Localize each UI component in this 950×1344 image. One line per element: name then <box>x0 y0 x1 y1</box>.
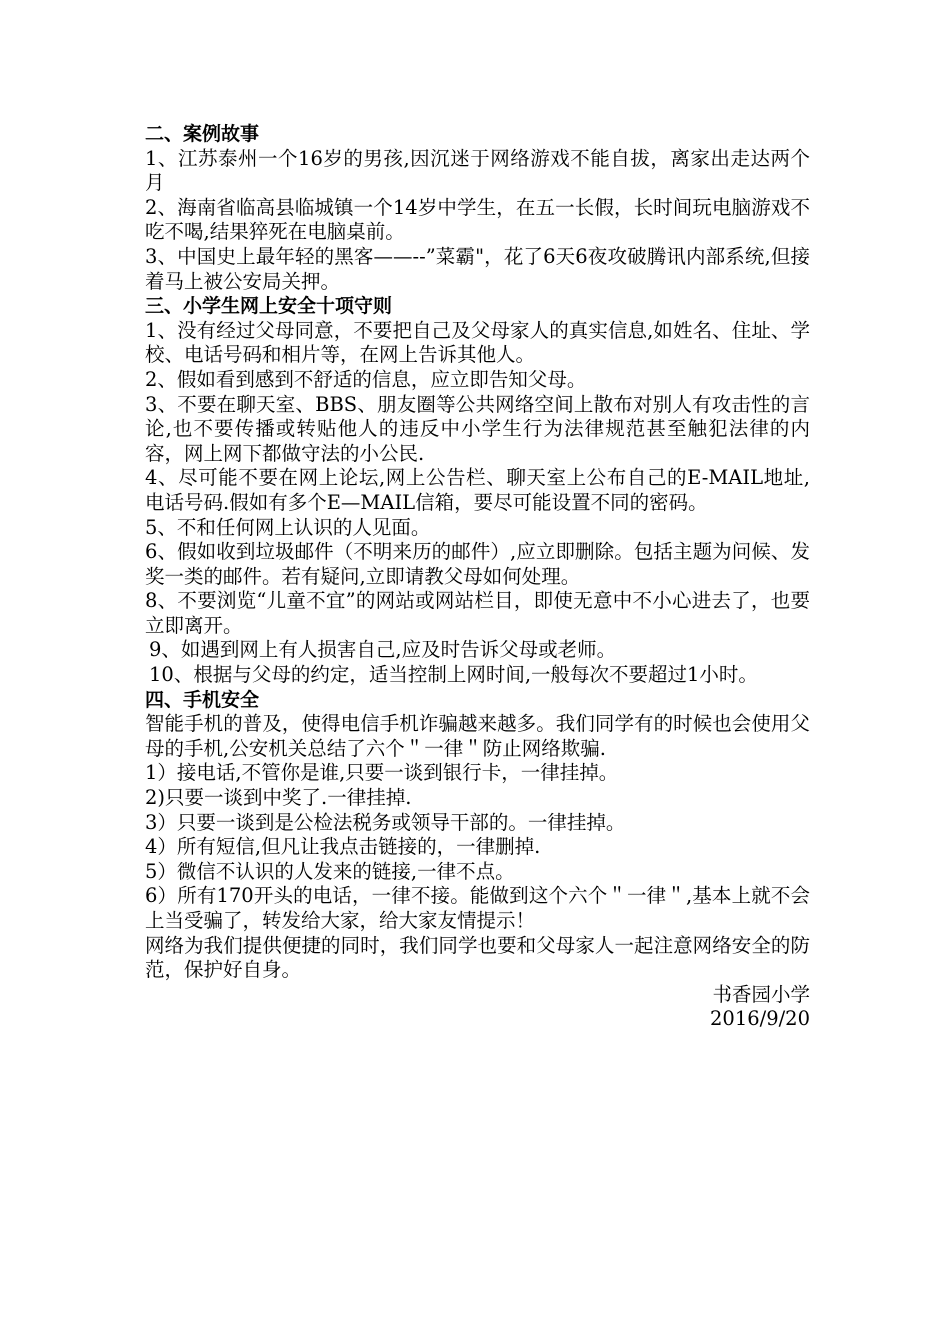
document-page <box>145 122 810 1032</box>
phone-rule-3: 3）只要一谈到是公检法税务或领导干部的。一律挂掉。 <box>145 810 626 834</box>
phone-rule-4: 4）所有短信,但凡让我点击链接的，一律删掉. <box>145 835 541 859</box>
safety-rule-3: 3、不要在聊天室、BBS、朋友圈等公共网络空间上散布对别人有攻击性的言论,也不要传播或转贴他人的违反中小学生行为法律规范甚至触犯法律的内容，网上网下都做守法的小公民. <box>145 392 810 465</box>
safety-rule-9: 9、如遇到网上有人损害自己,应及时告诉父母或老师。 <box>149 638 617 662</box>
safety-rule-2: 2、假如看到感到不舒适的信息，应立即告知父母。 <box>145 367 587 391</box>
safety-rule-6: 6、假如收到垃圾邮件（不明来历的邮件）,应立即删除。包括主题为问候、发奖一类的邮件。若有疑问,立即请教父母如何处理。 <box>145 540 810 588</box>
phone-safety-intro: 智能手机的普及，使得电信手机诈骗越来越多。我们同学有的时候也会使用父母的手机,公安机关总结了六个＂一律＂防止网络欺骗. <box>145 712 810 760</box>
safety-rule-5: 5、不和任何网上认识的人见面。 <box>145 515 431 539</box>
phone-rule-6: 6）所有170开头的电话，一律不接。能做到这个六个＂一律＂,基本上就不会上当受骗了，转发给大家，给大家友情提示！ <box>145 884 810 932</box>
safety-rule-10: 10、根据与父母的约定，适当控制上网时间,一般每次不要超过1小时。 <box>149 663 758 687</box>
section-heading-case-stories: 二、案例故事 <box>145 123 260 145</box>
section-heading-safety-rules: 三、小学生网上安全十项守则 <box>145 295 393 318</box>
case-story-2: 2、海南省临高县临城镇一个14岁中学生，在五一长假，长时间玩电脑游戏不吃不喝,结果猝死在电脑桌前。 <box>145 195 810 244</box>
case-story-1: 1、江苏泰州一个16岁的男孩,因沉迷于网络游戏不能自拔，离家出走达两个月 <box>145 146 810 195</box>
case-story-3: 3、中国史上最年轻的黑客——--”菜霸"，花了6天6夜攻破腾讯内部系统,但接着马上被公安局关押。 <box>145 244 810 293</box>
phone-rule-2: 2)只要一谈到中奖了.一律挂掉. <box>145 786 412 810</box>
phone-rule-5: 5）微信不认识的人发来的链接,一律不点。 <box>145 859 515 883</box>
safety-rule-4: 4、尽可能不要在网上论坛,网上公告栏、聊天室上公布自己的E-MAIL地址,电话号码.假如有多个E—MAIL信箱，要尽可能设置不同的密码。 <box>145 466 810 514</box>
signature-org: 书香园小学 <box>712 982 810 1006</box>
closing-paragraph: 网络为我们提供便捷的同时，我们同学也要和父母家人一起注意网络安全的防范，保护好自身。 <box>145 933 810 982</box>
phone-rule-1: 1）接电话,不管你是谁,只要一谈到银行卡，一律挂掉。 <box>145 761 619 785</box>
signature-date: 2016/9/20 <box>710 1007 810 1031</box>
section-heading-phone-safety: 四、手机安全 <box>145 688 260 711</box>
safety-rule-8: 8、不要浏览“儿童不宜”的网站或网站栏目，即使无意中不小心进去了，也要立即离开。 <box>145 589 810 637</box>
safety-rule-1: 1、没有经过父母同意，不要把自己及父母家人的真实信息,如姓名、住址、学校、电话号码和相片等，在网上告诉其他人。 <box>145 318 810 367</box>
